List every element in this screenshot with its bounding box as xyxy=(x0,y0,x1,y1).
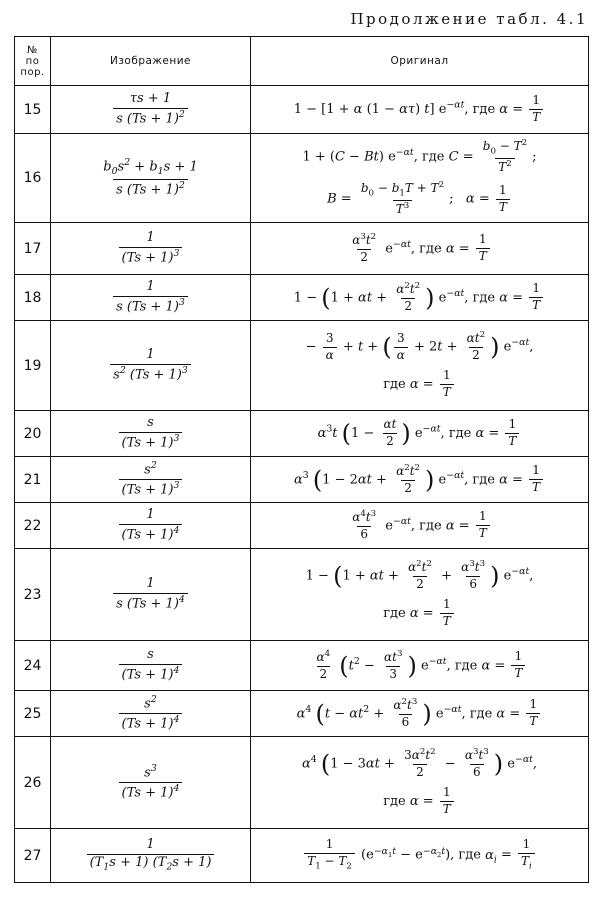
image-formula: $\frac{\tau s + 1}{s (Ts + 1)^2}$ xyxy=(51,86,251,134)
image-formula: $\frac{s^3}{(Ts + 1)^4}$ xyxy=(51,737,251,829)
table-row xyxy=(15,549,589,641)
header-original: Оригинал xyxy=(251,37,589,86)
image-formula: $\frac{b_0s^2 + b_1s + 1}{s (Ts + 1)^2}$ xyxy=(51,134,251,223)
original-formula: 1 − (1 + αt + $\frac{\alpha^2t^2}{2}$ + $\frac{\alpha^3t^3}{6}$ ) $e^{-\alpha t}$, где α = $\frac{1}{T}$ xyxy=(251,549,589,641)
original-formula: 1 − (1 + αt + $\frac{\alpha^2t^2}{2}$ ) $e^{-\alpha t}$, где α = $\frac{1}{T}$ xyxy=(251,275,589,321)
image-formula: $\frac{1}{s (Ts + 1)^3}$ xyxy=(51,275,251,321)
original-formula: 1 + (C − Bt) $e^{-\alpha t}$, где C = $\frac{b_0 - T^2}{T^2}$ ; B = $\frac{b_0 - b_1T + T^2}{T^3}$ ; α = $\frac{1}{T}$ xyxy=(251,134,589,223)
original-formula: $\alpha^4$ (1 − 3αt + $\frac{3\alpha^2t^2}{2}$ − $\frac{\alpha^3t^3}{6}$ ) $e^{-\alpha t}$, где α = $\frac{1}{T}$ xyxy=(251,737,589,829)
table-row xyxy=(15,457,589,503)
row-number: 20 xyxy=(15,411,51,457)
row-number: 25 xyxy=(15,691,51,737)
table-row xyxy=(15,321,589,411)
row-number: 21 xyxy=(15,457,51,503)
table-row xyxy=(15,411,589,457)
table-row xyxy=(15,691,589,737)
row-number: 16 xyxy=(15,134,51,223)
row-number: 15 xyxy=(15,86,51,134)
table-row xyxy=(15,275,589,321)
image-formula: $\frac{1}{(Ts + 1)^4}$ xyxy=(51,503,251,549)
original-formula: − $\frac{3}{\alpha}$ + t + ( $\frac{3}{\alpha}$ + 2t + $\frac{\alpha t^2}{2}$ ) $e^{-\alpha t}$, где α = $\frac{1}{T}$ xyxy=(251,321,589,411)
original-formula: 1 − [1 + α (1 − ατ) t] $e^{-\alpha t}$, где α = $\frac{1}{T}$ xyxy=(251,86,589,134)
image-formula: $\frac{1}{(Ts + 1)^3}$ xyxy=(51,223,251,275)
image-formula: $\frac{s}{(Ts + 1)^4}$ xyxy=(51,641,251,691)
table-row xyxy=(15,737,589,829)
header-image: Изображение xyxy=(51,37,251,86)
row-number: 26 xyxy=(15,737,51,829)
row-number: 19 xyxy=(15,321,51,411)
table-row xyxy=(15,829,589,883)
original-formula: $\alpha^3$ (1 − 2αt + $\frac{\alpha^2t^2}{2}$ ) $e^{-\alpha t}$, где α = $\frac{1}{T}$ xyxy=(251,457,589,503)
image-formula: $\frac{1}{(T_1s + 1) (T_2s + 1)}$ xyxy=(51,829,251,883)
laplace-transform-table xyxy=(14,36,589,883)
table-header-row xyxy=(15,37,589,86)
row-number: 17 xyxy=(15,223,51,275)
image-formula: $\frac{s}{(Ts + 1)^3}$ xyxy=(51,411,251,457)
image-formula: $\frac{1}{s^2 (Ts + 1)^3}$ xyxy=(51,321,251,411)
table-row xyxy=(15,641,589,691)
original-formula: $\frac{\alpha^3t^2}{2}$ $e^{-\alpha t}$, где α = $\frac{1}{T}$ xyxy=(251,223,589,275)
row-number: 27 xyxy=(15,829,51,883)
image-formula: $\frac{1}{s (Ts + 1)^4}$ xyxy=(51,549,251,641)
original-formula: $\frac{1}{T_1 - T_2}$ $(e^{-\alpha_1t} - e^{-\alpha_2t})$, где $\alpha_i$ = $\frac{1}{T_i}$ xyxy=(251,829,589,883)
original-formula: $\alpha^4$ ($t - \alpha t^2$ + $\frac{\alpha^2t^3}{6}$ ) $e^{-\alpha t}$, где α = $\frac{1}{T}$ xyxy=(251,691,589,737)
original-formula: $\alpha^3t$ (1 − $\frac{\alpha t}{2}$ ) $e^{-\alpha t}$, где α = $\frac{1}{T}$ xyxy=(251,411,589,457)
image-formula: $\frac{s^2}{(Ts + 1)^3}$ xyxy=(51,457,251,503)
row-number: 23 xyxy=(15,549,51,641)
image-formula: $\frac{s^2}{(Ts + 1)^4}$ xyxy=(51,691,251,737)
row-number: 18 xyxy=(15,275,51,321)
table-continuation-title: Продолжение табл. 4.1 xyxy=(350,10,588,28)
table-row xyxy=(15,223,589,275)
original-formula: $\frac{\alpha^4}{2}$ ($t^2$ − $\frac{\alpha t^3}{3}$ ) $e^{-\alpha t}$, где α = $\frac{1}{T}$ xyxy=(251,641,589,691)
table-row xyxy=(15,86,589,134)
table-row xyxy=(15,134,589,223)
header-number: № по пор. xyxy=(15,37,51,86)
row-number: 24 xyxy=(15,641,51,691)
original-formula: $\frac{\alpha^4t^3}{6}$ $e^{-\alpha t}$, где α = $\frac{1}{T}$ xyxy=(251,503,589,549)
table-row xyxy=(15,503,589,549)
row-number: 22 xyxy=(15,503,51,549)
